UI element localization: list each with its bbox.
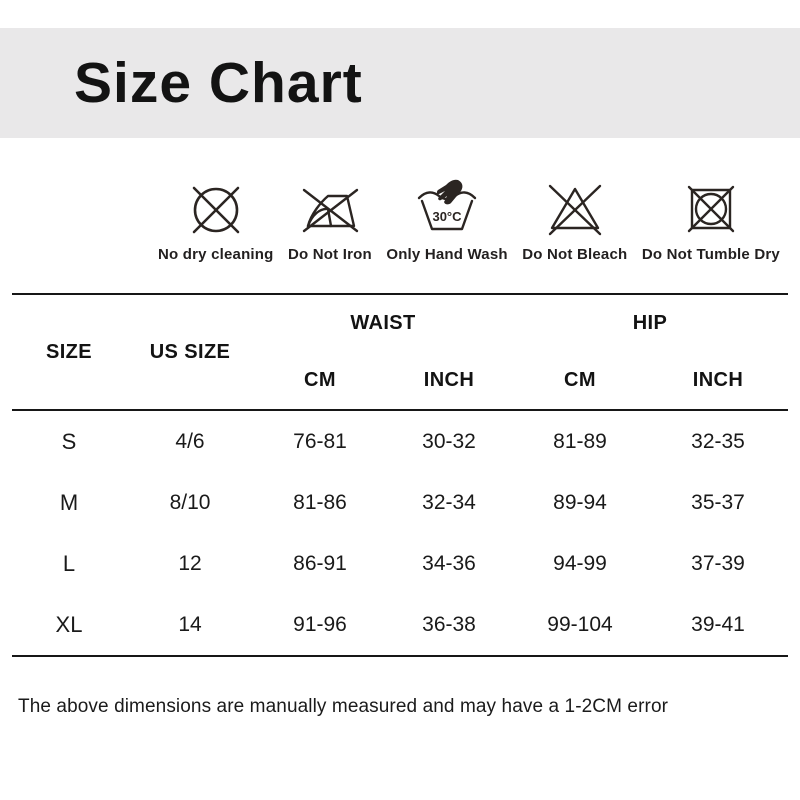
cell-waist-cm: 76-81 bbox=[293, 429, 347, 453]
cell-size: M bbox=[59, 489, 79, 515]
cell-waist-inch: 36-38 bbox=[422, 612, 476, 636]
size-table bbox=[12, 293, 788, 657]
care-label: Do Not Iron bbox=[288, 246, 372, 263]
care-item-only-hand-wash bbox=[386, 176, 507, 263]
cell-us-size: 14 bbox=[178, 612, 202, 636]
cell-hip-cm: 94-99 bbox=[553, 551, 607, 575]
care-label: Do Not Tumble Dry bbox=[641, 246, 780, 263]
col-header-hip-inch: INCH bbox=[692, 369, 744, 391]
care-label: No dry cleaning bbox=[158, 246, 274, 263]
care-item-do-not-iron bbox=[288, 176, 372, 263]
cell-hip-inch: 37-39 bbox=[691, 551, 745, 575]
col-header-waist-inch: INCH bbox=[423, 369, 475, 391]
page-title: Size Chart bbox=[74, 51, 363, 115]
cell-waist-inch: 34-36 bbox=[422, 551, 476, 575]
care-item-no-dry-cleaning bbox=[158, 176, 274, 263]
cell-hip-cm: 81-89 bbox=[553, 429, 607, 453]
do-not-tumble-dry-icon bbox=[678, 176, 744, 242]
care-label: Only Hand Wash bbox=[386, 246, 508, 263]
col-header-us-size: US SIZE bbox=[149, 340, 231, 363]
do-not-iron-icon bbox=[297, 176, 363, 242]
col-header-size: SIZE bbox=[45, 340, 93, 363]
header-band bbox=[0, 28, 800, 138]
do-not-bleach-icon bbox=[542, 176, 608, 242]
cell-us-size: 12 bbox=[178, 551, 202, 575]
care-label: Do Not Bleach bbox=[522, 246, 628, 263]
group-header-waist: WAIST bbox=[350, 312, 416, 334]
wash-temp-label: 30°C bbox=[432, 209, 462, 224]
care-item-do-not-bleach bbox=[522, 176, 627, 263]
cell-hip-inch: 39-41 bbox=[691, 612, 745, 636]
size-table-body bbox=[12, 411, 788, 657]
cell-us-size: 4/6 bbox=[175, 429, 205, 453]
col-header-waist-cm: CM bbox=[304, 369, 336, 391]
care-icons-row bbox=[158, 176, 780, 263]
cell-waist-inch: 30-32 bbox=[422, 429, 476, 453]
care-item-do-not-tumble-dry bbox=[642, 176, 780, 263]
cell-hip-cm: 89-94 bbox=[553, 490, 607, 514]
cell-hip-inch: 35-37 bbox=[691, 490, 745, 514]
cell-hip-cm: 99-104 bbox=[547, 612, 613, 636]
group-header-hip: HIP bbox=[632, 312, 668, 334]
col-header-hip-cm: CM bbox=[564, 369, 596, 391]
cell-size: S bbox=[61, 428, 77, 454]
cell-waist-cm: 81-86 bbox=[293, 490, 347, 514]
cell-hip-inch: 32-35 bbox=[691, 429, 745, 453]
no-dry-cleaning-icon bbox=[183, 176, 249, 242]
cell-size: L bbox=[62, 550, 76, 576]
cell-waist-cm: 86-91 bbox=[293, 551, 347, 575]
cell-us-size: 8/10 bbox=[169, 490, 211, 514]
cell-waist-cm: 91-96 bbox=[293, 612, 347, 636]
measurement-disclaimer: The above dimensions are manually measured and may have a 1-2CM error bbox=[18, 696, 669, 717]
only-hand-wash-icon bbox=[414, 176, 480, 242]
cell-size: XL bbox=[55, 611, 83, 637]
cell-waist-inch: 32-34 bbox=[422, 490, 476, 514]
size-table-header bbox=[12, 295, 788, 411]
